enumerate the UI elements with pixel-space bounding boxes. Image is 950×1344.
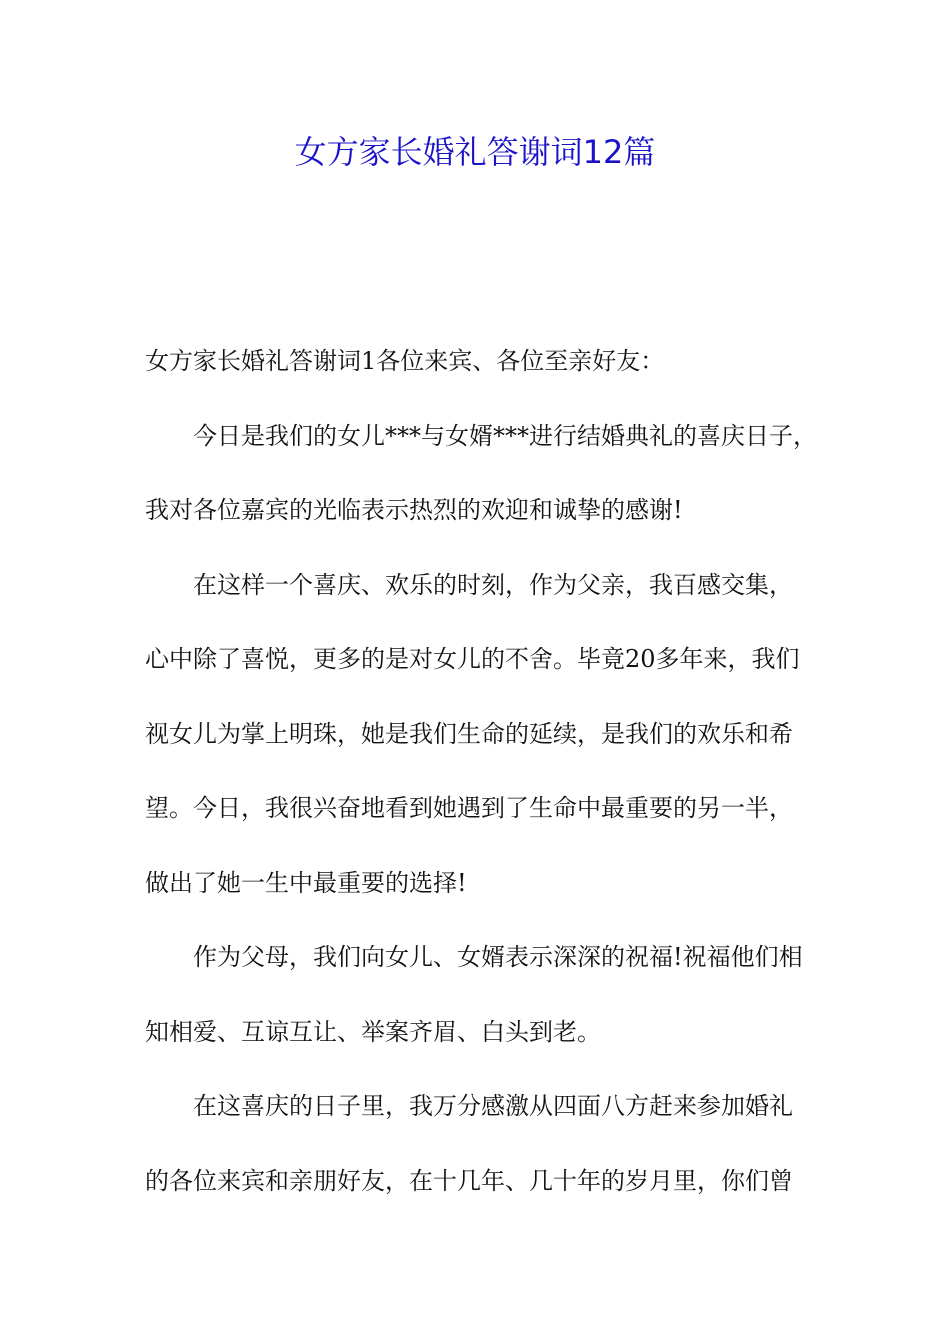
text-line-7: 望。今日，我很兴奋地看到她遇到了生命中最重要的另一半， (145, 794, 793, 822)
text-line-4: 在这样一个喜庆、欢乐的时刻，作为父亲，我百感交集， (193, 570, 793, 599)
text-line-1: 女方家长婚礼答谢词1各位来宾、各位至亲好友： (145, 347, 665, 375)
text-line-9: 作为父母，我们向女儿、女婿表示深深的祝福!祝福他们相 (193, 943, 803, 971)
document-body (145, 339, 825, 1233)
document-title: 女方家长婚礼答谢词12篇 (294, 133, 656, 171)
text-line-3: 我对各位嘉宾的光临表示热烈的欢迎和诚挚的感谢! (145, 496, 683, 524)
text-line-8: 做出了她一生中最重要的选择! (145, 868, 467, 897)
text-line-11: 在这喜庆的日子里，我万分感激从四面八方赶来参加婚礼 (193, 1092, 793, 1120)
text-line-2: 今日是我们的女儿***与女婿***进行结婚典礼的喜庆日子， (193, 421, 817, 450)
text-line-5: 心中除了喜悦，更多的是对女儿的不舍。毕竟20多年来，我们 (145, 645, 800, 673)
text-line-12: 的各位来宾和亲朋好友，在十几年、几十年的岁月里，你们曾 (145, 1166, 793, 1195)
text-line-6: 视女儿为掌上明珠，她是我们生命的延续，是我们的欢乐和希 (145, 719, 793, 748)
text-line-10: 知相爱、互谅互让、举案齐眉、白头到老。 (145, 1017, 601, 1046)
